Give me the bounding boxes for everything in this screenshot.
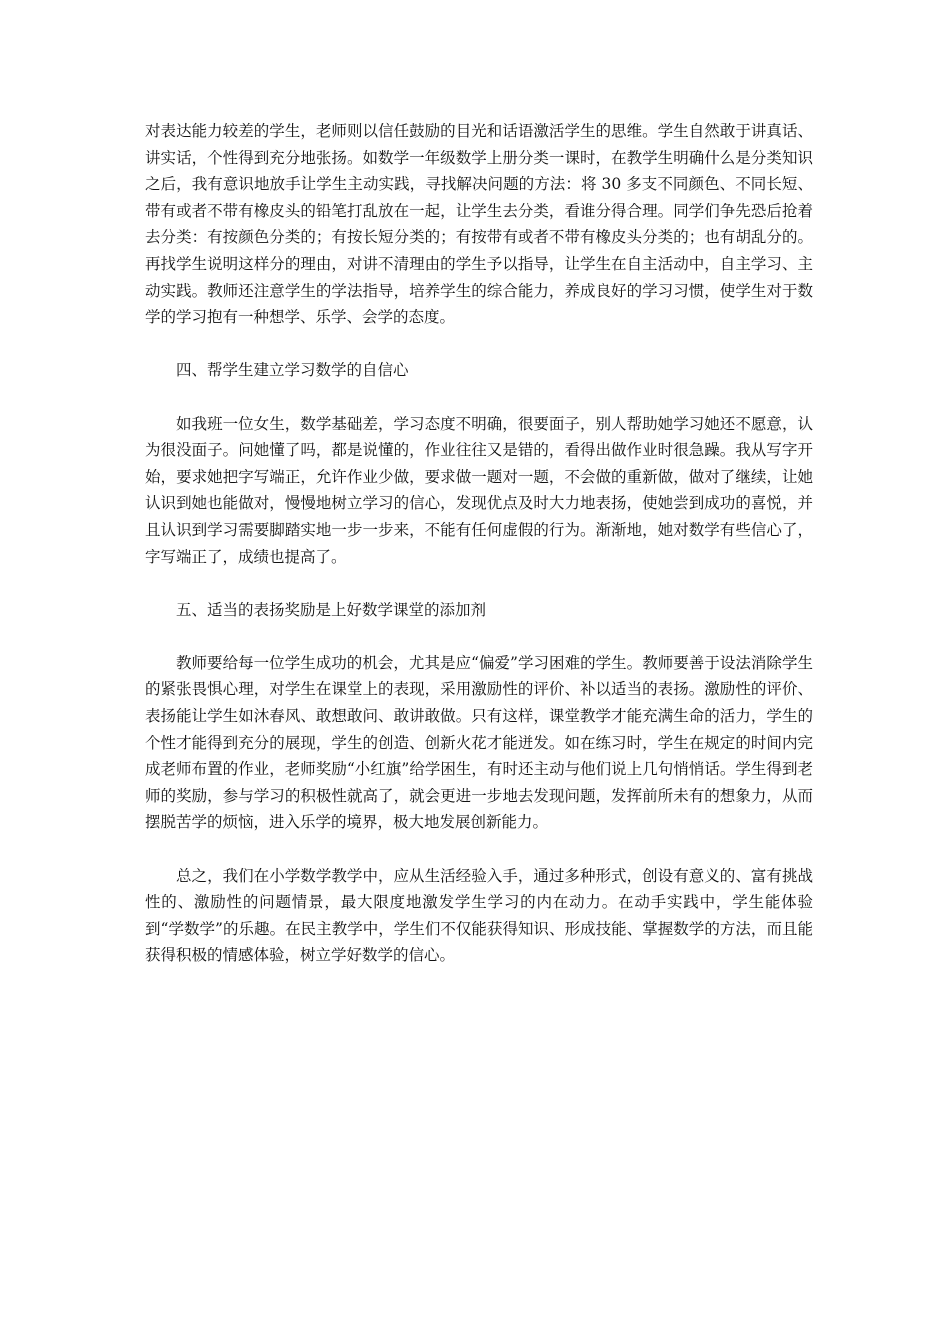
body-paragraph-continued: 对表达能力较差的学生，老师则以信任鼓励的目光和话语激活学生的思维。学生自然敢于讲真话、讲实话，个性得到充分地张扬。如数学一年级数学上册分类一课时，在教学生明确什么是分类知识之后，我有意识地放手让学生主动实践，寻找解决问题的方法：将 30 多支不同颜色、不同长短、带有或者不带有橡皮头的铅笔打乱放在一起，让学生去分类，看谁分得合理。同学们争先恐后抢着去分类：有按颜色分类的；有按长短分类的；有按带有或者不带有橡皮头分类的；也有胡乱分的。再找学生说明这样分的理由，对讲不清理由的学生予以指导，让学生在自主活动中，自主学习、主动实践。教师还注意学生的学法指导，培养学生的综合能力，养成良好的学习习惯，使学生对于数学的学习抱有一种想学、乐学、会学的态度。 [145,122,813,327]
body-paragraph-female-student: 如我班一位女生，数学基础差，学习态度不明确，很要面子，别人帮助她学习她还不愿意，认为很没面子。问她懂了吗，都是说懂的，作业往往又是错的，看得出做作业时很急躁。我从写字开始，要求她把字写端正，允许作业少做，要求做一题对一题，不会做的重新做，做对了继续，让她认识到她也能做对，慢慢地树立学习的信心，发现优点及时大力地表扬，使她尝到成功的喜悦，并且认识到学习需要脚踏实地一步一步来，不能有任何虚假的行为。渐渐地，她对数学有些信心了，字写端正了，成绩也提高了。 [145,414,813,566]
body-paragraph-conclusion: 总之，我们在小学数学教学中，应从生活经验入手，通过多种形式，创设有意义的、富有挑战性的、激励性的问题情景，最大限度地激发学生学习的内在动力。在动手实践中，学生能体验到“学数学”的乐趣。在民主教学中，学生们不仅能获得知识、形成技能、掌握数学的方法，而且能获得积极的情感体验，树立学好数学的信心。 [145,866,813,965]
section-heading-4: 四、帮学生建立学习数学的自信心 [176,361,409,380]
body-paragraph-praise-reward: 教师要给每一位学生成功的机会，尤其是应“偏爱”学习困难的学生。教师要善于设法消除学生的紧张畏惧心理，对学生在课堂上的表现，采用激励性的评价、补以适当的表扬。激励性的评价、表扬能让学生如沐春风、敢想敢问、敢讲敢做。只有这样，课堂教学才能充满生命的活力，学生的个性才能得到充分的展现，学生的创造、创新火花才能迸发。如在练习时，学生在规定的时间内完成老师布置的作业，老师奖励“小红旗”给学困生，有时还主动与他们说上几句悄悄话。学生得到老师的奖励，参与学习的积极性就高了，就会更进一步地去发现问题，发挥前所未有的想象力，从而摆脱苦学的烦恼，进入乐学的境界，极大地发展创新能力。 [145,653,813,832]
document-body [145,118,813,996]
section-heading-5: 五、适当的表扬奖励是上好数学课堂的添加剂 [176,600,487,619]
